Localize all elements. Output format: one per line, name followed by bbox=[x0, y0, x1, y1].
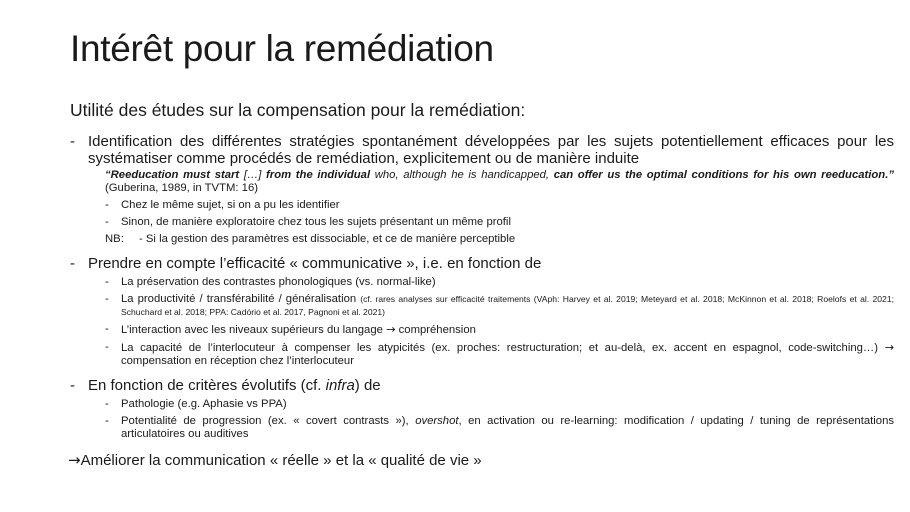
slide-content bbox=[70, 128, 894, 469]
bullet-communicative: - Prendre en compte l’efficacité « communicative », i.e. en fonction de bbox=[70, 255, 894, 272]
references-note: (cf. rares analyses sur efficacité traitements (VAph: Harvey et al. 2019; Meteyard et al. 2018; McKinnon et al. 2018; Roelofs et al. 2021; Schuchard et al. 2018; PPA: Cadório et al. 2017, Pagnoni et al. 2021) bbox=[121, 294, 894, 317]
sub-bullet-progression: - Potentialité de progression (ex. « covert contrasts »), overshot, en activation ou re-learning: modification / updating / tuning de représentations articulatoires ou auditives bbox=[105, 415, 895, 440]
sub-bullet-text-end: , en activation ou re-learning: modification / updating / tuning de représentations articulatoires ou auditives bbox=[121, 415, 895, 440]
sub-bullet-same-subject: - Chez le même sujet, si on a pu les identifier bbox=[105, 199, 894, 212]
sub-bullet-text: La capacité de l’interlocuteur à compenser les atypicités (ex. proches: restructuration; et au-delà, ex. accent en espagnol, code-switching…) bbox=[121, 342, 885, 354]
bullet-evolutive: - En fonction de critères évolutifs (cf. infra) de bbox=[70, 377, 381, 394]
sub-bullet-interaction: - L’interaction avec les niveaux supérieurs du langage → compréhension bbox=[105, 323, 476, 336]
sub-bullet-text: L’interaction avec les niveaux supérieurs du langage bbox=[121, 324, 387, 336]
sub-bullet-text-end: compensation en réception chez l’interlocuteur bbox=[121, 355, 354, 367]
bullet-dash: - bbox=[70, 133, 75, 150]
nb-label: NB: bbox=[105, 233, 124, 245]
nb-note bbox=[105, 233, 894, 246]
right-arrow-icon: → bbox=[68, 451, 81, 469]
sub-bullet-pathology: - Pathologie (e.g. Aphasie vs PPA) bbox=[105, 398, 894, 411]
quote-part-2: from the individual bbox=[261, 169, 371, 181]
bullet-identification bbox=[70, 133, 894, 167]
right-arrow-icon: → bbox=[386, 323, 396, 336]
nb-text: - Si la gestion des paramètres est dissociable, et ce de manière perceptible bbox=[139, 233, 516, 245]
sub-bullet-text: Potentialité de progression (ex. « covert contrasts »), bbox=[121, 415, 416, 427]
sub-bullet-exploratory: - Sinon, de manière exploratoire chez tous les sujets présentant un même profil bbox=[105, 216, 894, 229]
quote-part-4: can offer us the optimal conditions for his own reeducation.” bbox=[553, 169, 894, 181]
slide-title: Intérêt pour la remédiation bbox=[70, 28, 494, 69]
quote-part-3: who, although he is handicapped, bbox=[370, 169, 554, 181]
conclusion-text: Améliorer la communication « réelle » et la « qualité de vie » bbox=[80, 452, 482, 469]
sub-bullet-text-end: compréhension bbox=[395, 324, 476, 336]
sub-bullet-text-italic: overshot bbox=[415, 415, 459, 427]
sub-bullet-contrasts: - La préservation des contrastes phonologiques (vs. normal-like) bbox=[105, 276, 894, 289]
bullet-text: Prendre en compte l’efficacité « communicative », i.e. en fonction de bbox=[88, 255, 542, 272]
quote-citation: (Guberina, 1989, in TVTM: 16) bbox=[105, 182, 258, 194]
bullet-text-end: ) de bbox=[354, 377, 381, 394]
guberina-quote bbox=[105, 169, 894, 195]
slide-subtitle: Utilité des études sur la compensation pour la remédiation: bbox=[70, 100, 526, 120]
bullet-text: Identification des différentes stratégies spontanément développées par les sujets potentiellement efficaces pour les systématiser comme procédés de remédiation, explicitement ou de manière induite bbox=[88, 133, 894, 167]
conclusion bbox=[68, 451, 894, 469]
right-arrow-icon: → bbox=[884, 341, 894, 354]
sub-bullet-text: Pathologie (e.g. Aphasie vs PPA) bbox=[121, 398, 287, 410]
sub-bullet-productivity: - La productivité / transférabilité / généralisation (cf. rares analyses sur efficacité traitements (VAph: Harvey et al. 2019; Meteyard et al. 2018; McKinnon et al. 2018; Roelofs et al. 2021; Schuchard et al. 2018; PPA: Cadório et al. 2017, Pagnoni et al. 2021) bbox=[105, 293, 894, 317]
sub-bullet-text: Sinon, de manière exploratoire chez tous les sujets présentant un même profil bbox=[121, 216, 511, 228]
bullet-text: En fonction de critères évolutifs (cf. bbox=[88, 377, 326, 394]
quote-ellipsis: […] bbox=[243, 169, 262, 181]
sub-bullet-interlocutor: - La capacité de l’interlocuteur à compenser les atypicités (ex. proches: restructuration; et au-delà, ex. accent en espagnol, code-switching…) → compensation en réception chez l’interlocuteur bbox=[105, 341, 894, 367]
sub-bullet-text: La préservation des contrastes phonologiques (vs. normal-like) bbox=[121, 276, 436, 288]
bullet-text-italic: infra bbox=[325, 377, 355, 394]
sub-bullet-text: Chez le même sujet, si on a pu les identifier bbox=[121, 199, 340, 211]
quote-part-1: “Reeducation must start bbox=[105, 169, 244, 181]
sub-bullet-text: La productivité / transférabilité / généralisation bbox=[121, 293, 361, 305]
